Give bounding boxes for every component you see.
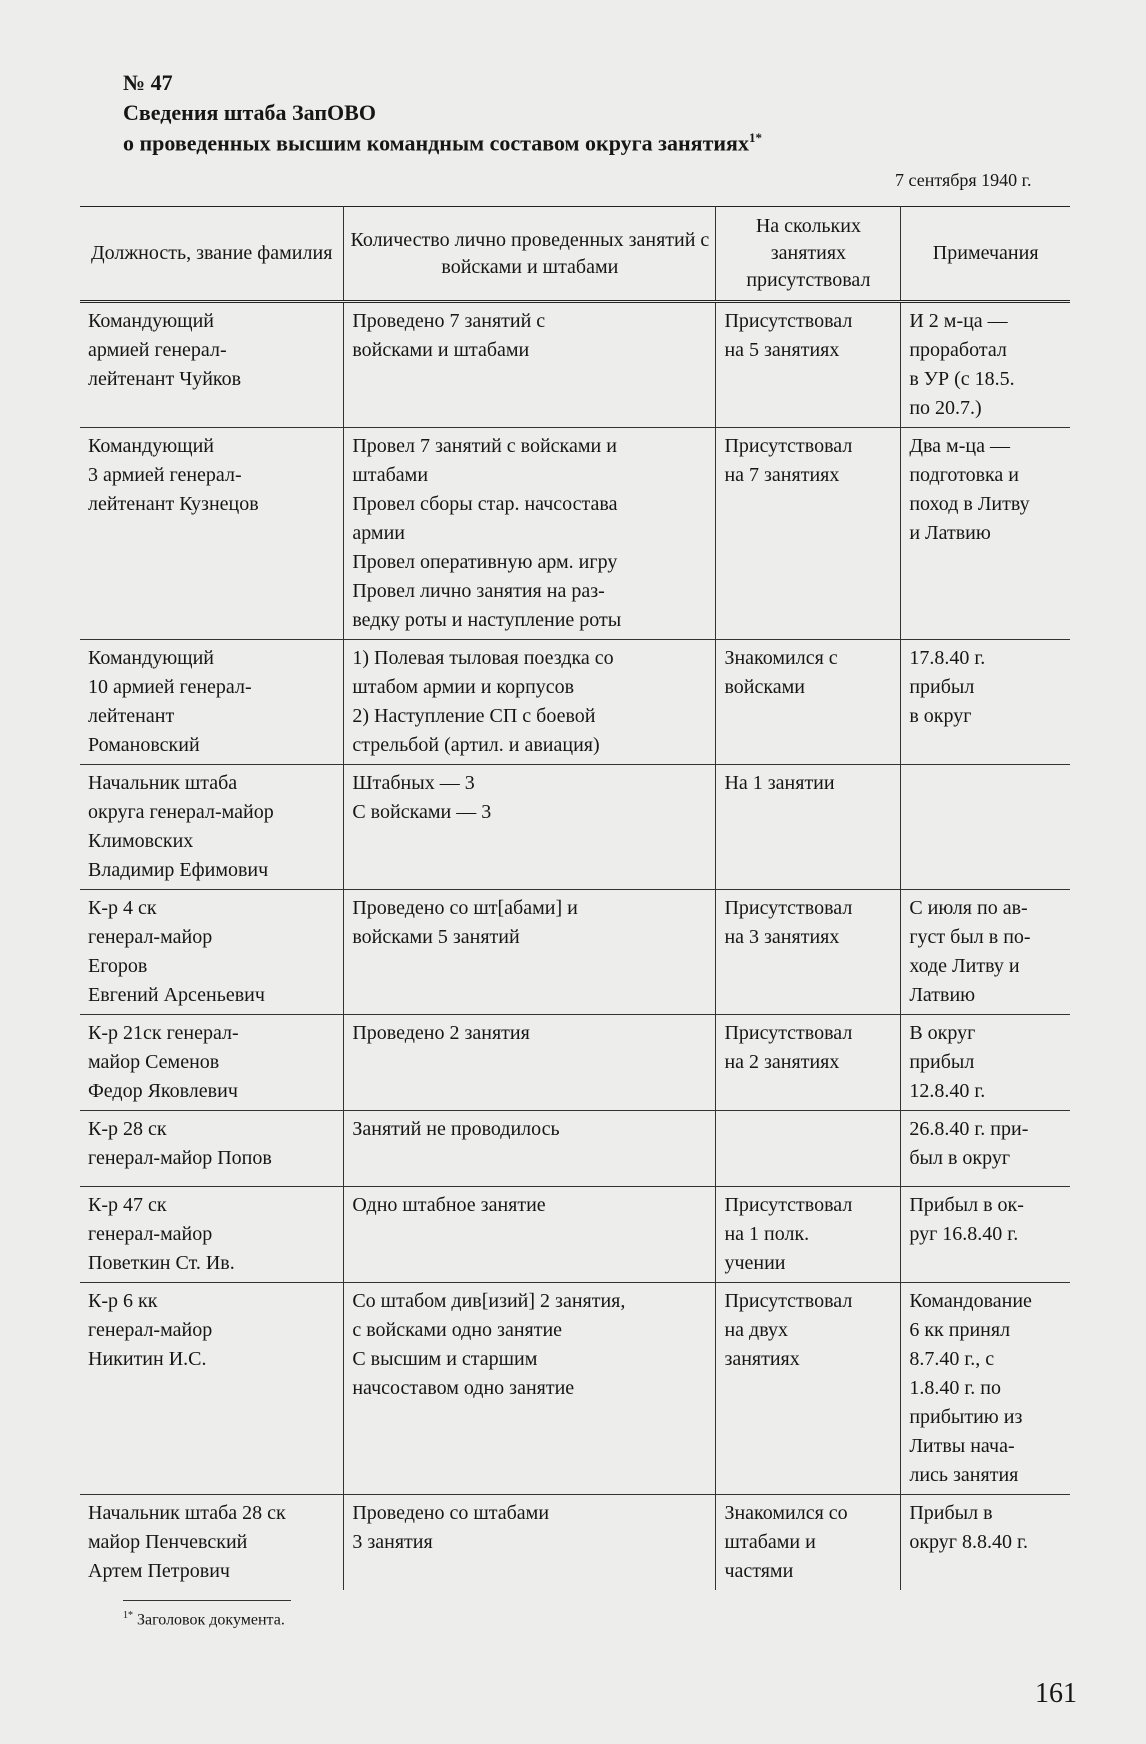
cell-line: Проведено со шт[абами] и [352,897,578,919]
cell-line: Присутствовал [724,435,853,457]
cell-line: штабом армии и корпусов [352,676,575,698]
cell-line: частями [724,1560,794,1582]
cell-line: 6 кк принял [909,1319,1011,1341]
cell-notes [901,1495,1070,1591]
cell-attended [716,1283,901,1495]
cell-notes [901,1283,1070,1495]
cell-line: Знакомился с [724,647,838,669]
cell-line: лейтенант [88,705,175,727]
cell-line: Егоров [88,955,148,977]
footnote-marker: 1* [123,1610,133,1621]
cell-line: штабами и [724,1531,816,1553]
cell-conducted [344,1187,716,1283]
cell-line: Федор Яковлевич [88,1080,238,1102]
cell-line: прибыл [909,1051,975,1073]
page-number: 161 [1035,1678,1077,1709]
cell-conducted [344,1283,716,1495]
cell-line: Прибыл в [909,1502,993,1524]
cell-line: Проведено 2 занятия [352,1022,530,1044]
cell-line: Начальник штаба 28 ск [88,1502,286,1524]
footnote-text: Заголовок документа. [137,1611,285,1629]
cell-line: проработал [909,339,1007,361]
cell-line: густ был в по- [909,926,1031,948]
cell-line: 3 армией генерал- [88,464,242,486]
cell-line: с войсками одно занятие [352,1319,563,1341]
cell-line: генерал-майор [88,926,213,948]
cell-line: Присутствовал [724,1194,853,1216]
header-attended: На скольких занятиях присутствовал [716,207,901,302]
cell-conducted [344,428,716,640]
cell-line: на 1 полк. [724,1223,810,1245]
cell-line: Командующий [88,435,214,457]
cell-line: Начальник штаба [88,772,238,794]
cell-line: С войсками — 3 [352,801,492,823]
cell-line: прибыл [909,676,975,698]
staff-activity-table [80,206,1070,1590]
cell-attended [716,1015,901,1111]
table-row [80,1111,1070,1187]
cell-notes [901,1015,1070,1111]
cell-line: поход в Литву [909,493,1030,515]
cell-line: ведку роты и наступление роты [352,609,622,631]
cell-line: на 7 занятиях [724,464,840,486]
cell-line: Литвы нача- [909,1435,1015,1457]
cell-line: В округ [909,1022,976,1044]
document-title-line2 [123,130,762,156]
cell-notes [901,765,1070,890]
cell-line: генерал-майор Попов [88,1147,272,1169]
cell-line: Присутствовал [724,1290,853,1312]
cell-line: Артем Петрович [88,1560,230,1582]
cell-line: 8.7.40 г., с [909,1348,995,1370]
cell-conducted [344,640,716,765]
cell-line: Провел сборы стар. начсостава [352,493,618,515]
document-title-line2-text: о проведенных высшим командным составом округа занятиях [123,130,749,156]
document-number: № 47 [123,70,173,95]
cell-line: 1.8.40 г. по [909,1377,1001,1399]
cell-line: Провел лично занятия на раз- [352,580,605,602]
cell-conducted [344,302,716,428]
cell-line: стрельбой (артил. и авиация) [352,734,600,756]
cell-position [80,1015,344,1111]
cell-attended [716,302,901,428]
cell-attended [716,1187,901,1283]
cell-line: Знакомился со [724,1502,848,1524]
cell-line: на 2 занятиях [724,1051,840,1073]
cell-line: майор Семенов [88,1051,220,1073]
cell-line: на 5 занятиях [724,339,840,361]
cell-line: в округ [909,705,972,727]
cell-line: лейтенант Чуйков [88,368,242,390]
table-row [80,765,1070,890]
table-row [80,1283,1070,1495]
cell-line: был в округ [909,1147,1011,1169]
cell-position [80,640,344,765]
header-position: Должность, звание фамилия [80,207,344,302]
cell-line: Одно штабное занятие [352,1194,546,1216]
cell-line: генерал-майор [88,1319,213,1341]
cell-line: по 20.7.) [909,397,982,419]
cell-line: 1) Полевая тыловая поездка со [352,647,614,669]
cell-line: Прибыл в ок- [909,1194,1024,1216]
cell-line: Командующий [88,647,214,669]
cell-position [80,1187,344,1283]
cell-line: К-р 21ск генерал- [88,1022,239,1044]
cell-line: войсками 5 занятий [352,926,520,948]
cell-notes [901,1111,1070,1187]
cell-line: На 1 занятии [724,772,835,794]
cell-attended [716,640,901,765]
cell-line: на 3 занятиях [724,926,840,948]
cell-line: Присутствовал [724,310,853,332]
cell-line: Штабных — 3 [352,772,475,794]
cell-line: генерал-майор [88,1223,213,1245]
cell-line: Два м-ца — [909,435,1010,457]
cell-line: начсоставом одно занятие [352,1377,575,1399]
cell-conducted [344,1111,716,1187]
cell-line: на двух [724,1319,788,1341]
title-footnote-marker: 1* [748,130,762,145]
cell-position [80,890,344,1015]
cell-notes [901,428,1070,640]
cell-line: лейтенант Кузнецов [88,493,259,515]
cell-line: армии [352,522,405,544]
cell-line: И 2 м-ца — [909,310,1008,332]
cell-notes [901,302,1070,428]
cell-line: 17.8.40 г. [909,647,986,669]
cell-line: войсками и штабами [352,339,530,361]
footnote [123,1610,285,1629]
cell-line: армией генерал- [88,339,227,361]
cell-attended [716,1111,901,1187]
cell-line: подготовка и [909,464,1020,486]
cell-line: штабами [352,464,429,486]
cell-line: Поветкин Ст. Ив. [88,1252,235,1274]
cell-position [80,302,344,428]
footnote-divider [123,1600,291,1601]
table-row [80,640,1070,765]
cell-line: лись занятия [909,1464,1019,1486]
cell-line: Присутствовал [724,897,853,919]
cell-line: Владимир Ефимович [88,859,269,881]
cell-position [80,765,344,890]
cell-line: Провел оперативную арм. игру [352,551,618,573]
cell-notes [901,1187,1070,1283]
document-title-line1: Сведения штаба ЗапОВО [123,100,376,125]
cell-line: 2) Наступление СП с боевой [352,705,596,727]
cell-line: Командование [909,1290,1032,1312]
cell-line: прибытию из [909,1406,1023,1428]
header-conducted: Количество лично проведенных занятий с войсками и штабами [344,207,716,302]
cell-conducted [344,765,716,890]
table-row [80,1495,1070,1591]
table-body [80,302,1070,1591]
cell-line: в УР (с 18.5. [909,368,1015,390]
cell-line: войсками [724,676,805,698]
cell-notes [901,640,1070,765]
table-row [80,428,1070,640]
cell-position [80,1495,344,1591]
table-row [80,1015,1070,1111]
cell-line: Латвию [909,984,976,1006]
cell-line: Со штабом див[изий] 2 занятия, [352,1290,626,1312]
cell-line: занятиях [724,1348,800,1370]
cell-line: 3 занятия [352,1531,433,1553]
cell-line: майор Пенчевский [88,1531,248,1553]
cell-line: Романовский [88,734,200,756]
cell-line: К-р 28 ск [88,1118,167,1140]
cell-line: Никитин И.С. [88,1348,207,1370]
document-date: 7 сентября 1940 г. [895,170,1032,190]
cell-attended [716,890,901,1015]
cell-notes [901,890,1070,1015]
cell-line: К-р 4 ск [88,897,157,919]
cell-line: Занятий не проводилось [352,1118,560,1140]
cell-position [80,428,344,640]
cell-line: ходе Литву и [909,955,1020,977]
cell-line: Проведено со штабами [352,1502,550,1524]
cell-position [80,1111,344,1187]
cell-line: Климовских [88,830,194,852]
cell-line: руг 16.8.40 г. [909,1223,1019,1245]
cell-position [80,1283,344,1495]
cell-line: учении [724,1252,786,1274]
cell-line: С июля по ав- [909,897,1028,919]
cell-line: Проведено 7 занятий с [352,310,546,332]
cell-line: Провел 7 занятий с войсками и [352,435,617,457]
cell-line: Присутствовал [724,1022,853,1044]
cell-line: и Латвию [909,522,991,544]
cell-line: Евгений Арсеньевич [88,984,265,1006]
cell-line: К-р 47 ск [88,1194,167,1216]
cell-line: 12.8.40 г. [909,1080,986,1102]
cell-line: Командующий [88,310,214,332]
cell-conducted [344,1495,716,1591]
table-row [80,302,1070,428]
cell-attended [716,1495,901,1591]
table-row [80,1187,1070,1283]
cell-line: округа генерал-майор [88,801,274,823]
cell-line: 10 армией генерал- [88,676,252,698]
cell-attended [716,428,901,640]
cell-line: С высшим и старшим [352,1348,538,1370]
cell-conducted [344,1015,716,1111]
cell-line: округ 8.8.40 г. [909,1531,1028,1553]
table-row [80,890,1070,1015]
cell-attended [716,765,901,890]
table-header-row [80,207,1070,302]
header-notes: Примечания [901,207,1070,302]
cell-line: 26.8.40 г. при- [909,1118,1029,1140]
cell-conducted [344,890,716,1015]
cell-line: К-р 6 кк [88,1290,158,1312]
